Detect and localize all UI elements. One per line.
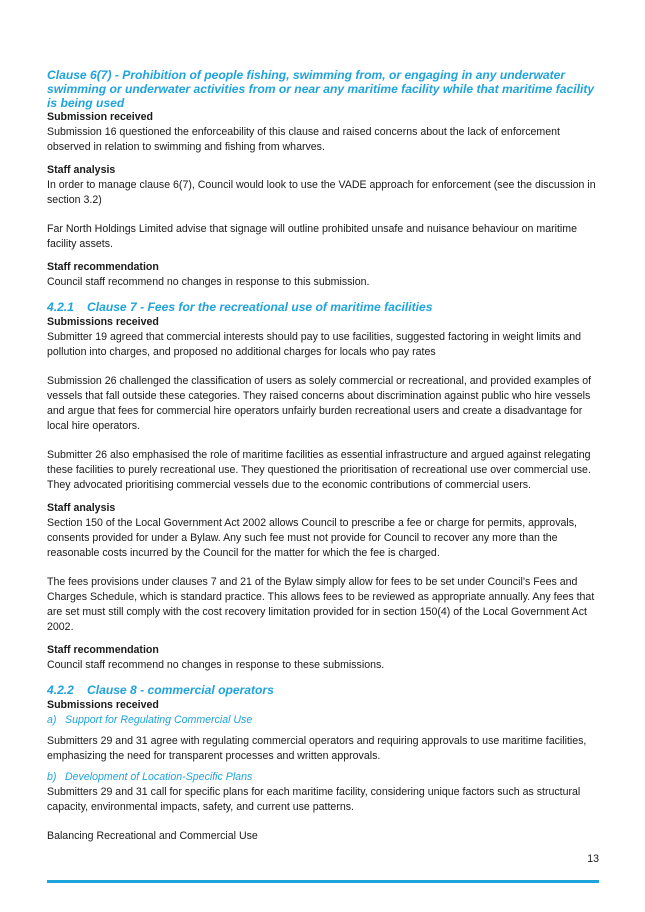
section-number: 4.2.2 [47,683,74,697]
clause-6-recommendation-text: Council staff recommend no changes in response to this submission. [47,276,370,288]
clause-8-trailing-text: Balancing Recreational and Commercial Use [47,830,258,842]
clause-6-heading: Clause 6(7) - Prohibition of people fishing, swimming from, or engaging in any underwater swimming or underwater activities from or near any maritime facility while that maritime facility is being used [47,68,595,110]
clause-6-submission-text: Submission 16 questioned the enforceability of this clause and raised concerns about the lack of enforcement observed in relation to swimming and fishing from wharves. [47,126,560,153]
staff-analysis-label: Staff analysis [47,164,116,176]
staff-analysis-label: Staff analysis [47,502,116,514]
submission-received-label: Submission received [47,111,153,123]
clause-6-analysis-p1: In order to manage clause 6(7), Council would look to use the VADE approach for enforcement (see the discussion in section 3.2) [47,179,596,206]
clause-7-analysis-p2: The fees provisions under clauses 7 and 21 of the Bylaw simply allow for fees to be set under Council’s Fees and Charges Schedule, which is standard practice. This allows fees to be reviewed as appropriate annually. Any fees that are set must still comply with the cost recovery limitation provided for in section 150(4) of the Local Government Act 2002. [47,576,595,633]
section-4-2-1-heading [47,300,602,315]
clause-7-recommendation-text: Council staff recommend no changes in response to these submissions. [47,659,385,671]
submissions-received-label: Submissions received [47,699,159,711]
page-number: 13 [587,853,599,865]
clause-6-analysis-p2: Far North Holdings Limited advise that signage will outline prohibited unsafe and nuisance behaviour on maritime facility assets. [47,223,577,250]
subheading-title: Development of Location-Specific Plans [65,771,253,783]
document-page [47,68,602,844]
clause-7-submission-p2: Submission 26 challenged the classification of users as solely commercial or recreational, and provided examples of vessels that fall outside these categories. They raised concerns about discrimination against public who hire vessels and argue that fees for commercial hire operators unfairly burden recreational users and create a disadvantage for local hire operators. [47,375,592,432]
clause-7-submission-p1: Submitter 19 agreed that commercial interests should pay to use facilities, suggested factoring in weight limits and pollution into charges, and proposed no additional charges for locals who pay rates [47,331,582,358]
section-4-2-2-heading [47,683,602,698]
section-title: Clause 7 - Fees for the recreational use of maritime facilities [87,300,433,314]
clause-7-analysis-p1: Section 150 of the Local Government Act 2002 allows Council to prescribe a fee or charge for permits, approvals, consents provided for under a Bylaw. Any such fee must not provide for Council to recover any more than the reasonable costs incurred by the Council for the matter for which the fee is charged. [47,517,577,559]
clause-8-sub-b-text: Submitters 29 and 31 call for specific plans for each maritime facility, considering unique factors such as structural capacity, environmental impacts, safety, and current use patterns. [47,786,581,813]
clause-7-submission-p3: Submitter 26 also emphasised the role of maritime facilities as essential infrastructure and argued against relegating these facilities to purely recreational use. They questioned the prioritisation of recreational use over commercial use. They advocated prioritising commercial vessels due to the economic contributions of commercial users. [47,449,591,491]
footer-divider [47,880,599,883]
subheading-title: Support for Regulating Commercial Use [65,714,253,726]
section-title: Clause 8 - commercial operators [87,683,274,697]
subheading-a [47,713,602,728]
subheading-letter: a) [47,714,57,726]
staff-recommendation-label: Staff recommendation [47,644,159,656]
subheading-letter: b) [47,771,57,783]
section-number: 4.2.1 [47,300,74,314]
submissions-received-label: Submissions received [47,316,159,328]
clause-8-sub-a-text: Submitters 29 and 31 agree with regulating commercial operators and requiring approvals to use maritime facilities, emphasizing the need for transparent processes and written approvals. [47,735,587,762]
subheading-b [47,770,602,785]
staff-recommendation-label: Staff recommendation [47,261,159,273]
